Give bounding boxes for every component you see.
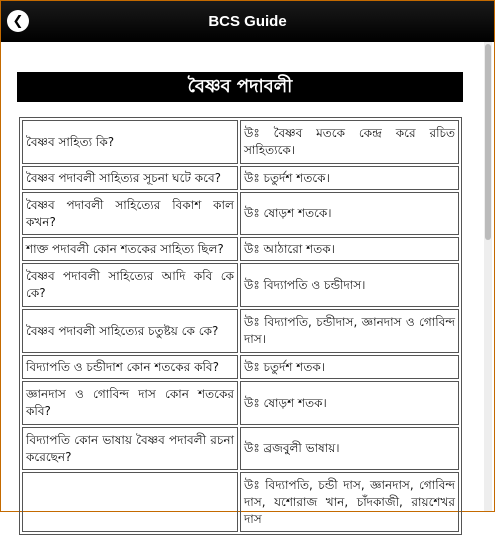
answer-cell: উঃ আঠারো শতক। xyxy=(240,237,459,261)
app-title: BCS Guide xyxy=(208,13,287,30)
question-cell: বৈষ্ণব সাহিত্য কি? xyxy=(22,120,238,164)
answer-cell: উঃ ষোড়শ শতকে। xyxy=(240,192,459,235)
answer-cell: উঃ বৈষ্ণব মতকে কেন্দ্র করে রচিত সাহিত্যকে। xyxy=(240,120,459,164)
answer-cell: উঃ চতুর্দশ শতকে। xyxy=(240,166,459,190)
table-row xyxy=(22,427,459,470)
answer-cell: উঃ বিদ্যাপতি ও চন্ডীদাস। xyxy=(240,263,459,307)
table-row xyxy=(22,192,459,235)
question-cell: বৈষ্ণব পদাবলী সাহিত্যের আদি কবি কে কে? xyxy=(22,263,238,307)
question-cell: বৈষ্ণব পদাবলী সাহিত্যের চতুষ্টয় কে কে? xyxy=(22,309,238,353)
question-cell: বৈষ্ণব পদাবলী সাহিত্যর সূচনা ঘটে কবে? xyxy=(22,166,238,190)
table-row xyxy=(22,120,459,164)
table-row xyxy=(22,166,459,190)
table-row xyxy=(22,263,459,307)
answer-cell: উঃ ব্রজবুলী ভাষায়। xyxy=(240,427,459,470)
page-heading: বৈষ্ণব পদাবলী xyxy=(17,72,463,102)
content-area[interactable] xyxy=(1,42,494,526)
scrollbar-thumb[interactable] xyxy=(485,44,491,240)
answer-cell: উঃ বিদ্যাপতি, চন্ডী দাস, জ্ঞানদাস, গোবিন্দ দাস, যশোরাজ খান, চাঁদকাজী, রায়শেখর দাস xyxy=(240,472,459,532)
table-row xyxy=(22,472,459,532)
question-cell: বিদ্যাপতি ও চন্ডীদাশ কোন শতকের কবি? xyxy=(22,355,238,379)
question-cell: শাক্ত পদাবলী কোন শতকের সাহিত্য ছিল? xyxy=(22,237,238,261)
answer-cell: উঃ ষোড়শ শতক। xyxy=(240,381,459,425)
question-cell: জ্ঞানদাস ও গোবিন্দ দাস কোন শতকের কবি? xyxy=(22,381,238,425)
chevron-left-icon: ❮ xyxy=(12,13,24,29)
table-row xyxy=(22,381,459,425)
table-row xyxy=(22,237,459,261)
answer-cell: উঃ বিদ্যাপতি, চন্ডীদাস, জ্ঞানদাস ও গোবিন্দ দাস। xyxy=(240,309,459,353)
app-bar xyxy=(1,1,494,42)
answer-cell: উঃ চতুর্দশ শতক। xyxy=(240,355,459,379)
vertical-scrollbar[interactable] xyxy=(484,42,492,511)
question-cell xyxy=(22,472,238,532)
qa-table xyxy=(19,117,462,535)
table-row xyxy=(22,309,459,353)
table-row xyxy=(22,355,459,379)
question-cell: বিদ্যাপতি কোন ভাষায় বৈষ্ণব পদাবলী রচনা করেছেন? xyxy=(22,427,238,470)
question-cell: বৈষ্ণব পদাবলী সাহিত্যের বিকাশ কাল কখন? xyxy=(22,192,238,235)
